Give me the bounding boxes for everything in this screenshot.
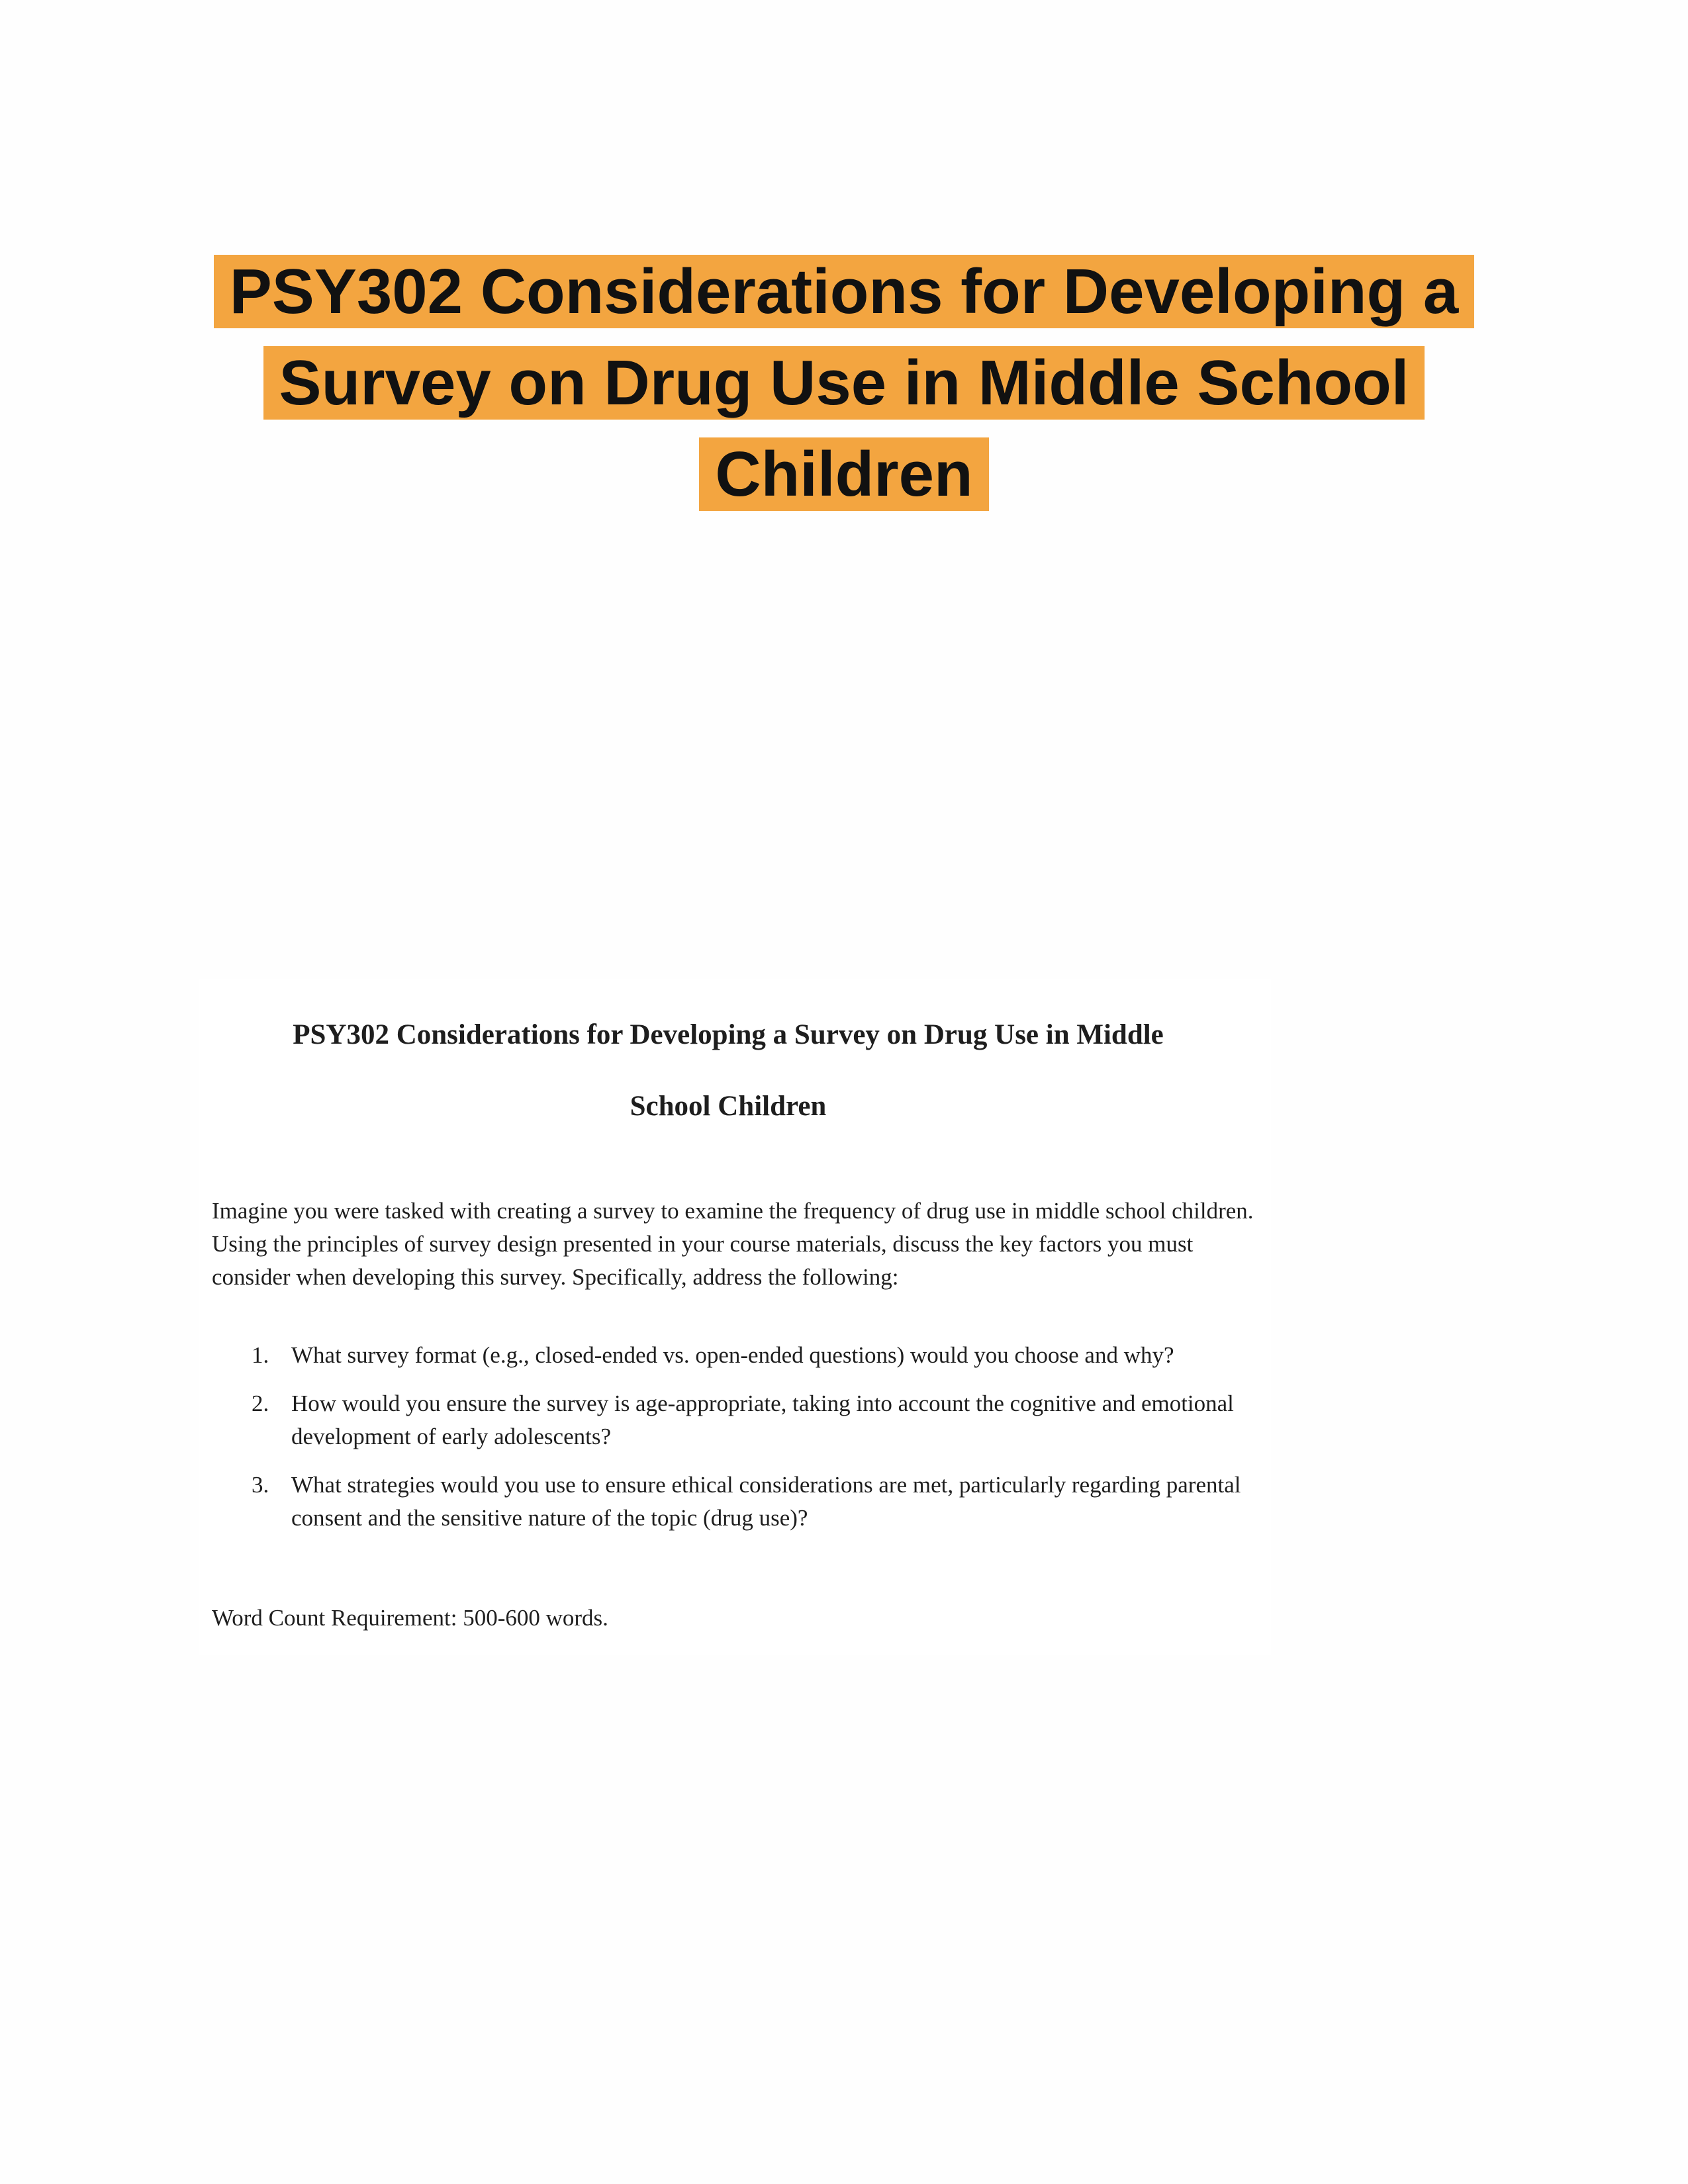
question-number: 3. xyxy=(252,1472,269,1498)
question-item xyxy=(212,1339,1258,1372)
document-heading xyxy=(199,999,1258,1142)
question-list xyxy=(212,1339,1258,1550)
banner-title-line: Survey on Drug Use in Middle School xyxy=(263,346,1425,420)
document-heading-line: PSY302 Considerations for Developing a Survey on Drug Use in Middle xyxy=(293,1019,1164,1050)
document-intro-paragraph: Imagine you were tasked with creating a survey to examine the frequency of drug use in middle school children. Using the principles of survey design presented in your course materials, discuss the key factors you must consider when developing this survey. Specifically, address the following: xyxy=(212,1198,1254,1290)
question-item xyxy=(212,1387,1258,1453)
question-number: 2. xyxy=(252,1390,269,1416)
document-heading-line: School Children xyxy=(630,1091,827,1122)
banner-title-line: Children xyxy=(699,437,988,511)
document-image xyxy=(199,979,1271,1655)
question-text: How would you ensure the survey is age-appropriate, taking into account the cognitive and emotional development of early adolescents? xyxy=(291,1390,1234,1449)
question-text: What strategies would you use to ensure ethical considerations are met, particularly regarding parental consent and the sensitive nature of the topic (drug use)? xyxy=(291,1472,1241,1531)
banner-title-line: PSY302 Considerations for Developing a xyxy=(214,255,1474,328)
banner-title xyxy=(165,246,1523,520)
word-count-requirement: Word Count Requirement: 500-600 words. xyxy=(212,1605,608,1631)
question-item xyxy=(212,1469,1258,1535)
question-text: What survey format (e.g., closed-ended vs. open-ended questions) would you choose and why? xyxy=(291,1342,1174,1368)
question-number: 1. xyxy=(252,1342,269,1368)
